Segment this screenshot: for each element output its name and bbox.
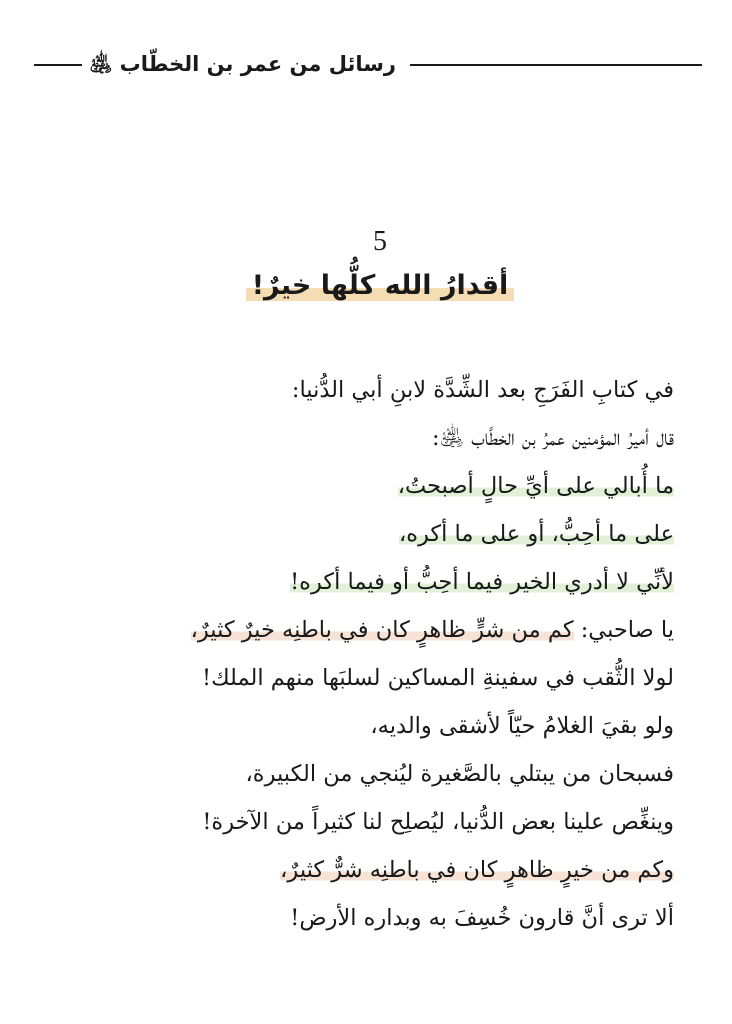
text-line-highlighted: لأنِّي لا أدري الخير فيما أحِبُّ أو فيما أكره! (290, 569, 674, 595)
header-rule-left (34, 64, 82, 66)
text-line-highlighted: ما أُبالي على أيِّ حالٍ أصبحتُ، (397, 473, 674, 499)
text-line: قال أميرُ المؤمنين عمرُ بن الخطَّاب ﵁: (431, 425, 674, 451)
text-line: وينغِّص علينا بعض الدُّنيا، ليُصلِح لنا كثيراً من الآخرة! (202, 809, 674, 835)
text-line-highlighted: على ما أحِبُّ، أو على ما أكره، (398, 521, 674, 547)
text-line: لولا الثُّقب في سفينةِ المساكين لسلبَها منهم الملك! (202, 665, 674, 691)
text-line: ألا ترى أنَّ قارون خُسِفَ به وبداره الأرض! (290, 905, 674, 931)
text-line: يا صاحبي: كم من شرٍّ ظاهرٍ كان في باطنِه خيرٌ كثيرٌ، (190, 617, 674, 643)
text-line: ولو بقيَ الغلامُ حيّاً لأشقى والديه، (370, 713, 674, 739)
chapter-number: 5 (373, 226, 387, 257)
text-line: في كتابِ الفَرَجِ بعد الشِّدَّة لابنِ أبي الدُّنيا: (291, 377, 674, 403)
chapter-title-wrap (0, 266, 732, 306)
body-text (54, 366, 674, 942)
chapter-title: أقدارُ الله كلُّها خيرٌ! (246, 266, 515, 306)
header-rule-right (410, 64, 702, 66)
running-header (30, 46, 700, 82)
highlighted-phrase: كم من شرٍّ ظاهرٍ كان في باطنِه خيرٌ كثيرٌ، (190, 617, 574, 643)
text-line-highlighted: وكم من خيرٍ ظاهرٍ كان في باطنِه شرٌّ كثيرٌ، (280, 857, 674, 883)
book-title: رسائل من عمر بن الخطّاب ﵁ (89, 52, 396, 76)
text-line: فسبحان من يبتلي بالصَّغيرة ليُنجي من الكبيرة، (245, 761, 674, 787)
